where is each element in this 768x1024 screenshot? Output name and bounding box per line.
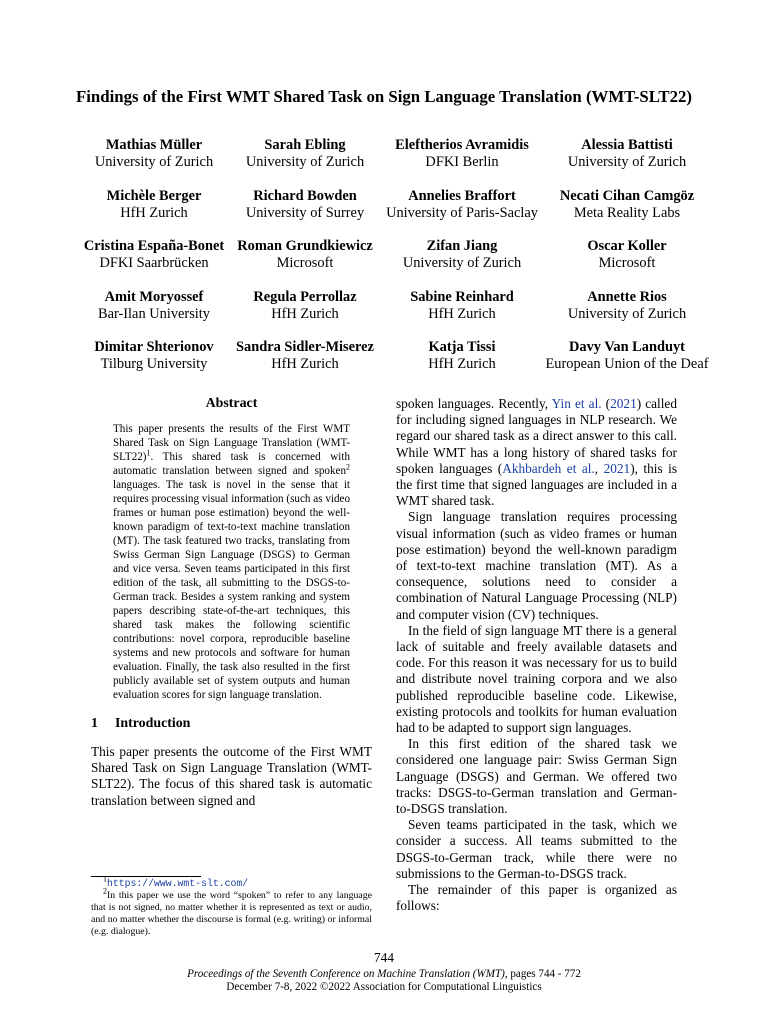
footnote-url-link[interactable]: https://www.wmt-slt.com/ <box>107 878 249 889</box>
author-entry <box>544 188 710 239</box>
author-name: Alessia Battisti <box>581 137 673 153</box>
author-entry <box>230 188 380 239</box>
citation-link[interactable]: Yin et al. <box>551 396 602 411</box>
author-name: Michèle Berger <box>106 187 202 204</box>
section-heading-introduction <box>91 716 372 732</box>
author-affiliation: DFKI Saarbrücken <box>99 255 209 271</box>
author-affiliation: HfH Zurich <box>428 356 496 372</box>
author-entry <box>380 188 544 239</box>
copyright-footer: December 7-8, 2022 ©2022 Association for Computational Linguistics <box>226 981 542 993</box>
paper-title: Findings of the First WMT Shared Task on Sign Language Translation (WMT-SLT22) <box>76 87 692 106</box>
author-name: Dimitar Shterionov <box>94 339 214 355</box>
author-affiliation: Microsoft <box>598 255 656 271</box>
author-entry <box>544 339 710 390</box>
author-name: Regula Perrollaz <box>253 288 357 305</box>
author-name: Davy Van Landuyt <box>569 339 685 355</box>
author-affiliation: University of Zurich <box>245 154 365 170</box>
author-entry <box>78 289 230 340</box>
text-run: ( <box>601 396 611 411</box>
text-run: , <box>594 460 604 476</box>
footnote-ref[interactable]: 1 <box>146 448 151 458</box>
author-name: Zifan Jiang <box>426 238 498 254</box>
author-affiliation: DFKI Berlin <box>425 154 499 170</box>
author-entry <box>78 188 230 239</box>
text-run: spoken languages. Recently, <box>396 396 552 411</box>
abstract-text-part: languages. The task is novel in the sense that it requires processing visual information (such as video frames or human pose estimation) beyond the well-known paradigm of text-to-text machine translation (MT). The task featured two tracks, translating from Swiss German Sign Language (DSGS) to German and vice versa. Seven teams participated in this first edition of the task, all submitting to the DSGS-to-German track. Besides a system ranking and system papers describing state-of-the-art techniques, this shared task makes the following scientific contributions: novel corpora, reproducible baseline systems and new protocols and software for human evaluation. Finally, the task also resulted in the first publicly available set of system outputs and human evaluation scores for sign language translation. <box>113 479 350 701</box>
author-name: Cristina España-Bonet <box>83 238 225 254</box>
author-affiliation: HfH Zurich <box>428 305 496 322</box>
author-affiliation: University of Zurich <box>94 154 214 170</box>
author-entry <box>544 137 710 188</box>
author-affiliation: University of Surrey <box>245 204 365 221</box>
abstract-heading: Abstract <box>205 396 258 411</box>
intro-paragraph: The remainder of this paper is organized as follows: <box>396 882 677 914</box>
author-name: Sarah Ebling <box>264 137 346 153</box>
venue-name: Proceedings of the Seventh Conference on Machine Translation (WMT) <box>187 968 505 980</box>
citation-link[interactable]: 2021 <box>603 460 631 476</box>
author-affiliation: Meta Reality Labs <box>573 204 681 221</box>
intro-paragraph: Seven teams participated in the task, which we consider a success. All teams submitted to the DSGS-to-German track, while there were no submissions to the German-to-DSGS track. <box>396 817 677 881</box>
text-run: ), this is the first time that signed languages are included in a WMT shared task. <box>396 460 677 509</box>
author-name: Amit Moryossef <box>104 288 204 305</box>
author-name: Mathias Müller <box>105 137 203 153</box>
author-entry <box>544 238 710 289</box>
author-entry <box>230 339 380 390</box>
citation-link[interactable]: 2021 <box>610 396 637 411</box>
right-column <box>396 396 677 915</box>
author-name: Necati Cihan Camgöz <box>559 187 695 204</box>
section-number: 1 <box>91 716 98 731</box>
footnote-1 <box>91 874 372 890</box>
author-entry <box>380 339 544 390</box>
author-affiliation: Tilburg University <box>100 356 208 372</box>
author-entry <box>380 289 544 340</box>
footnote-text: In this paper we use the word “spoken” to refer to any language that is not signed, no matter whether it is represented as text or audio, and no matter whether the discourse is formal (e.g. writing) or informal (e.g. dialogue). <box>91 890 372 937</box>
author-entry <box>230 289 380 340</box>
page-range: , pages 744 - 772 <box>504 968 581 980</box>
text-run: ) called for including signed languages in NLP research. We regard our shared task as a direct answer to this call. While WMT has a long history of shared tasks for spoken languages ( <box>396 396 677 476</box>
footnotes <box>91 876 372 938</box>
author-entry <box>380 137 544 188</box>
proceedings-footer <box>0 968 768 981</box>
footnote-2 <box>91 886 372 938</box>
footnote-mark: 1 <box>103 874 107 884</box>
author-name: Sandra Sidler-Miserez <box>236 339 374 355</box>
author-affiliation: University of Zurich <box>567 154 687 170</box>
author-name: Sabine Reinhard <box>410 288 514 305</box>
page-number: 744 <box>374 950 394 965</box>
author-affiliation: Bar-Ilan University <box>97 305 210 322</box>
author-name: Annette Rios <box>587 288 667 305</box>
author-affiliation: Microsoft <box>276 255 334 271</box>
intro-paragraph: This paper presents the outcome of the First WMT Shared Task on Sign Language Translation (WMT-SLT22). The focus of this shared task is automatic translation between signed and <box>91 744 372 808</box>
author-entry <box>230 137 380 188</box>
section-title: Introduction <box>115 716 191 731</box>
left-column <box>91 396 372 809</box>
author-entry <box>78 137 230 188</box>
footnote-ref[interactable]: 2 <box>346 462 350 472</box>
author-name: Annelies Braffort <box>408 187 516 204</box>
author-name: Oscar Koller <box>587 238 667 254</box>
intro-paragraph-continued <box>396 396 677 509</box>
author-entry <box>78 238 230 289</box>
abstract-text <box>113 422 350 702</box>
author-entry <box>230 238 380 289</box>
footnote-mark: 2 <box>103 886 107 896</box>
intro-paragraph: In this first edition of the shared task we considered one language pair: Swiss German Sign Language (DSGS) and German. We offered two tracks: DSGS-to-German translation and German-to-DSGS translation. <box>396 736 677 817</box>
author-affiliation: HfH Zurich <box>271 305 339 322</box>
author-affiliation: University of Paris-Saclay <box>386 204 538 221</box>
author-affiliation: University of Zurich <box>567 305 687 322</box>
author-affiliation: University of Zurich <box>402 255 522 271</box>
citation-link[interactable]: Akhbardeh et al. <box>502 460 595 476</box>
author-affiliation: HfH Zurich <box>271 356 339 372</box>
intro-paragraph: Sign language translation requires processing visual information (such as video frames or human pose estimation) beyond the well-known paradigm of text-to-text machine translation (MT). As a consequence, solutions need to consider a combination of Natural Language Processing (NLP) and computer vision (CV) techniques. <box>396 509 677 622</box>
author-entry <box>544 289 710 340</box>
author-entry <box>380 238 544 289</box>
author-entry <box>78 339 230 390</box>
author-list <box>78 137 710 390</box>
author-name: Richard Bowden <box>253 187 357 204</box>
intro-paragraph: In the field of sign language MT there is a general lack of suitable and freely available datasets and code. For this reason it was necessary for us to build and distribute novel training corpora and we also published reproducible baseline code. Likewise, existing protocols and toolkits for human evaluation had to be adapted to support sign languages. <box>396 622 677 736</box>
abstract-text-part: . This shared task is concerned with automatic translation between signed and spoken <box>113 451 350 477</box>
author-name: Roman Grundkiewicz <box>237 238 373 254</box>
author-name: Katja Tissi <box>428 339 496 355</box>
author-name: Eleftherios Avramidis <box>395 137 529 153</box>
author-affiliation: European Union of the Deaf <box>545 356 709 372</box>
author-affiliation: HfH Zurich <box>120 204 188 221</box>
abstract-text-part: This paper presents the results of the First WMT Shared Task on Sign Language Translation (WMT-SLT22) <box>113 423 350 463</box>
